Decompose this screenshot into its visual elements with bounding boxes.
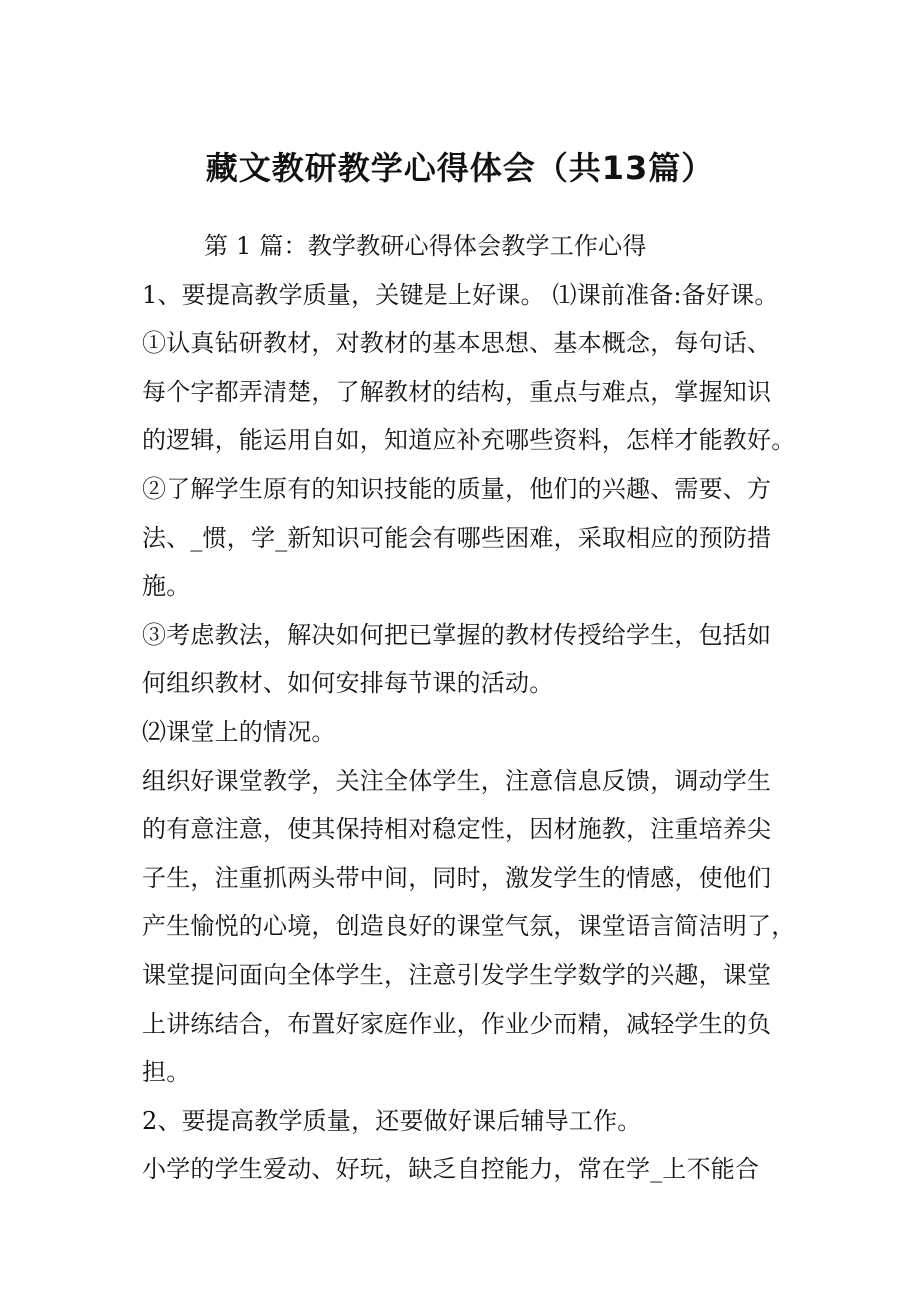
text-line: 上讲练结合，布置好家庭作业，作业少而精，减轻学生的负: [142, 1009, 772, 1038]
text-line: 2、要提高教学质量，还要做好课后辅导工作。: [142, 1106, 642, 1135]
text-line: 的有意注意，使其保持相对稳定性，因材施教，注重培养尖: [142, 815, 772, 844]
text-line: 子生，注重抓两头带中间，同时，激发学生的情感，使他们: [142, 863, 772, 892]
text-line: 小学的学生爱动、好玩，缺乏自控能力，常在学_上不能合: [142, 1155, 760, 1184]
text-line: 的逻辑，能运用自如，知道应补充哪些资料，怎样才能教好。: [142, 426, 796, 455]
text-line: 产生愉悦的心境，创造良好的课堂气氛，课堂语言简洁明了，: [142, 912, 796, 941]
text-line: 法、_惯，学_新知识可能会有哪些困难，采取相应的预防措: [142, 523, 772, 552]
text-line: 担。: [142, 1058, 191, 1087]
text-line: 何组织教材、如何安排每节课的活动。: [142, 669, 554, 698]
text-line: 每个字都弄清楚，了解教材的结构，重点与难点，掌握知识: [142, 377, 772, 406]
text-line: ③考虑教法，解决如何把已掌握的教材传授给学生，包括如: [142, 620, 772, 649]
document-title: 藏文教研教学心得体会（共13篇）: [205, 149, 715, 187]
text-line: ②了解学生原有的知识技能的质量，他们的兴趣、需要、方: [142, 474, 772, 503]
article-body: [142, 222, 796, 1194]
text-line: 1、要提高教学质量，关键是上好课。 ⑴课前准备:备好课。: [142, 280, 779, 309]
text-line: 组织好课堂教学，关注全体学生，注意信息反馈，调动学生: [142, 766, 772, 795]
section-heading: 第 1 篇：教学教研心得体会教学工作心得: [204, 232, 647, 260]
text-line: 课堂提问面向全体学生，注意引发学生学数学的兴趣，课堂: [142, 960, 772, 989]
text-line: 施。: [142, 572, 191, 601]
text-line: ⑵课堂上的情况。: [142, 717, 336, 746]
text-line: ①认真钻研教材，对教材的基本思想、基本概念，每句话、: [142, 329, 772, 358]
